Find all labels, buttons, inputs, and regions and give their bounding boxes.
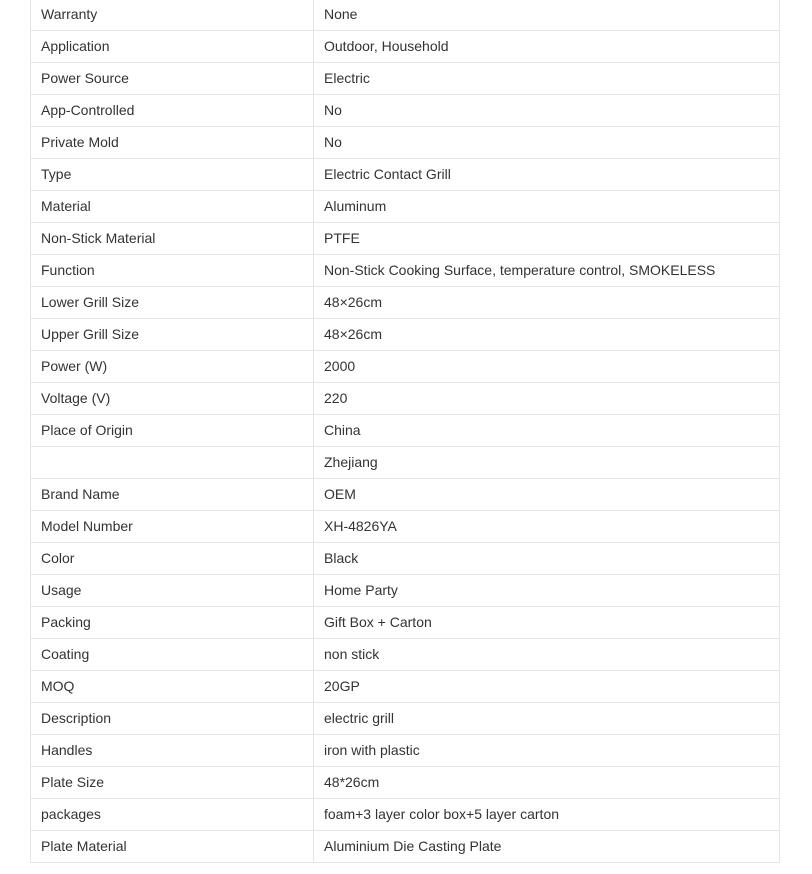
spec-value: Home Party — [314, 575, 780, 607]
spec-value: China — [314, 415, 780, 447]
spec-value: Electric Contact Grill — [314, 159, 780, 191]
spec-value: 20GP — [314, 671, 780, 703]
table-row — [31, 255, 780, 287]
spec-key: Function — [31, 255, 314, 287]
table-row — [31, 703, 780, 735]
spec-key: Application — [31, 31, 314, 63]
spec-value: PTFE — [314, 223, 780, 255]
table-row — [31, 95, 780, 127]
spec-value: 48×26cm — [314, 319, 780, 351]
table-row — [31, 607, 780, 639]
spec-value: Aluminum — [314, 191, 780, 223]
table-row — [31, 31, 780, 63]
table-row — [31, 191, 780, 223]
spec-value: 220 — [314, 383, 780, 415]
spec-key: MOQ — [31, 671, 314, 703]
spec-key: Packing — [31, 607, 314, 639]
spec-key: App-Controlled — [31, 95, 314, 127]
spec-key: Plate Size — [31, 767, 314, 799]
spec-table-body — [31, 0, 780, 863]
table-row — [31, 0, 780, 31]
table-row — [31, 415, 780, 447]
spec-value: 48*26cm — [314, 767, 780, 799]
spec-value: Zhejiang — [314, 447, 780, 479]
table-row — [31, 543, 780, 575]
table-row — [31, 287, 780, 319]
table-row — [31, 479, 780, 511]
spec-value: OEM — [314, 479, 780, 511]
spec-value: Non-Stick Cooking Surface, temperature control, SMOKELESS — [314, 255, 780, 287]
spec-value: Aluminium Die Casting Plate — [314, 831, 780, 863]
spec-key: Handles — [31, 735, 314, 767]
table-row — [31, 351, 780, 383]
spec-value: None — [314, 0, 780, 31]
spec-value: electric grill — [314, 703, 780, 735]
table-row — [31, 831, 780, 863]
spec-key: Voltage (V) — [31, 383, 314, 415]
spec-key: Upper Grill Size — [31, 319, 314, 351]
spec-value: non stick — [314, 639, 780, 671]
spec-value: iron with plastic — [314, 735, 780, 767]
spec-key: Warranty — [31, 0, 314, 31]
spec-value: Electric — [314, 63, 780, 95]
spec-value: Outdoor, Household — [314, 31, 780, 63]
table-row — [31, 447, 780, 479]
spec-value: XH-4826YA — [314, 511, 780, 543]
spec-key: Type — [31, 159, 314, 191]
spec-key: Power (W) — [31, 351, 314, 383]
table-row — [31, 799, 780, 831]
spec-value: Black — [314, 543, 780, 575]
spec-key: Private Mold — [31, 127, 314, 159]
table-row — [31, 767, 780, 799]
spec-key: Description — [31, 703, 314, 735]
spec-key: Place of Origin — [31, 415, 314, 447]
spec-key: Non-Stick Material — [31, 223, 314, 255]
table-row — [31, 159, 780, 191]
table-row — [31, 575, 780, 607]
spec-key: Lower Grill Size — [31, 287, 314, 319]
table-row — [31, 223, 780, 255]
table-row — [31, 735, 780, 767]
spec-value: No — [314, 127, 780, 159]
table-row — [31, 671, 780, 703]
spec-key — [31, 447, 314, 479]
spec-value: 2000 — [314, 351, 780, 383]
table-row — [31, 511, 780, 543]
table-row — [31, 63, 780, 95]
spec-key: Model Number — [31, 511, 314, 543]
table-row — [31, 639, 780, 671]
spec-key: Plate Material — [31, 831, 314, 863]
table-row — [31, 319, 780, 351]
spec-key: Color — [31, 543, 314, 575]
spec-key: Material — [31, 191, 314, 223]
spec-table-container — [30, 0, 780, 863]
table-row — [31, 127, 780, 159]
spec-key: Usage — [31, 575, 314, 607]
table-row — [31, 383, 780, 415]
spec-value: 48×26cm — [314, 287, 780, 319]
spec-key: Coating — [31, 639, 314, 671]
spec-table — [30, 0, 780, 863]
spec-key: Brand Name — [31, 479, 314, 511]
spec-key: Power Source — [31, 63, 314, 95]
spec-value: Gift Box + Carton — [314, 607, 780, 639]
spec-key: packages — [31, 799, 314, 831]
spec-value: foam+3 layer color box+5 layer carton — [314, 799, 780, 831]
spec-value: No — [314, 95, 780, 127]
